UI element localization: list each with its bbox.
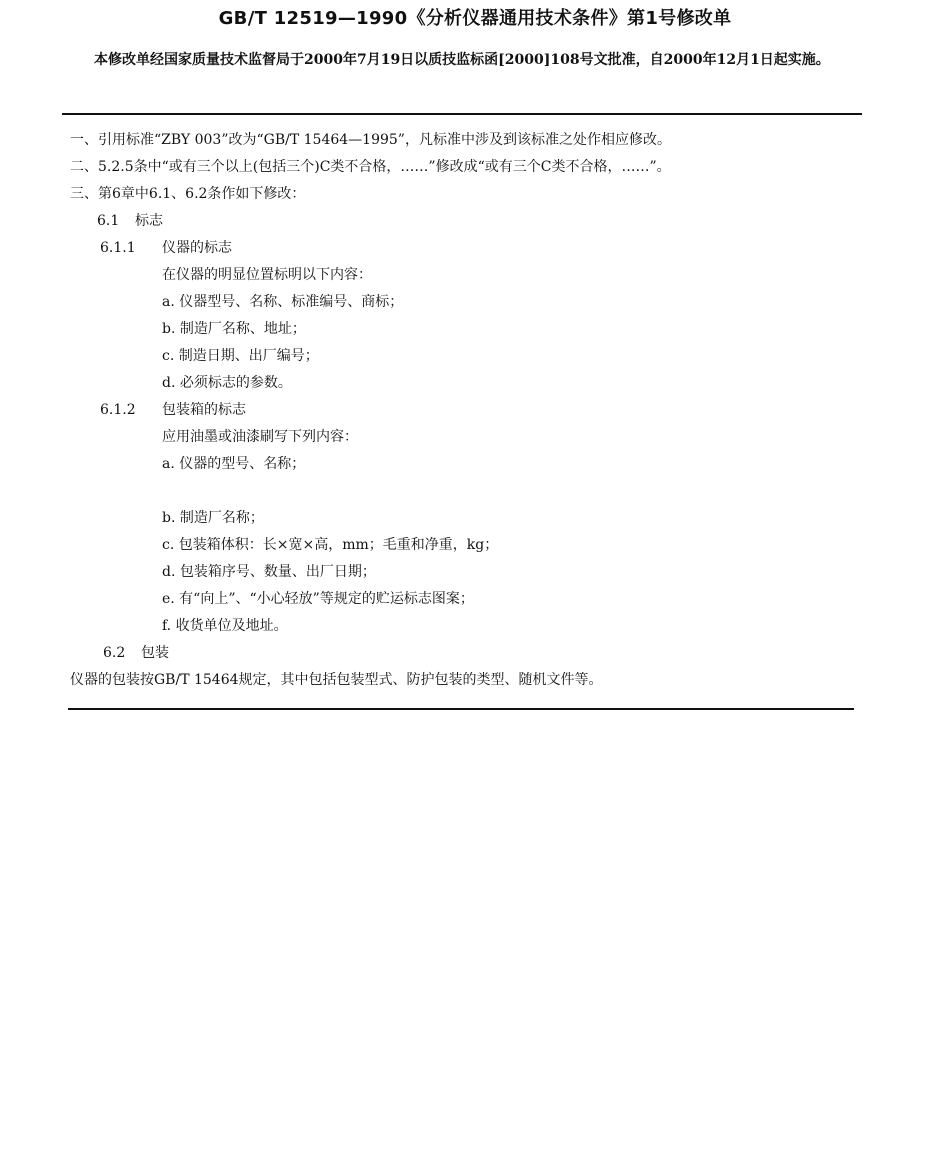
section-6-1-2-heading bbox=[100, 397, 880, 424]
bottom-divider bbox=[68, 708, 854, 710]
section-6-2-heading bbox=[103, 640, 880, 667]
list-item: f. 收货单位及地址。 bbox=[162, 618, 288, 634]
amendment-item-2: 二、5.2.5条中“或有三个以上(包括三个)C类不合格，……”修改成“或有三个C类不合格，……”。 bbox=[70, 159, 671, 175]
section-6-1-heading bbox=[97, 208, 880, 235]
section-number: 6.2 bbox=[103, 645, 126, 661]
list-item: a. 仪器型号、名称、标准编号、商标； bbox=[162, 294, 404, 310]
section-6-1-1-lead: 在仪器的明显位置标明以下内容： bbox=[162, 267, 372, 283]
top-divider bbox=[62, 113, 862, 115]
section-title: 包装 bbox=[141, 645, 169, 661]
section-number: 6.1 bbox=[97, 213, 120, 229]
amendment-body bbox=[70, 127, 880, 694]
document-title: GB/T 12519—1990《分析仪器通用技术条件》第1号修改单 bbox=[218, 8, 732, 29]
amendment-item-1: 一、引用标准“ZBY 003”改为“GB/T 15464—1995”，凡标准中涉及到该标准之处作相应修改。 bbox=[70, 132, 671, 148]
amendment-item-3: 三、第6章中6.1、6.2条作如下修改： bbox=[70, 186, 306, 202]
section-title: 标志 bbox=[135, 213, 163, 229]
section-6-1-1-heading bbox=[100, 235, 880, 262]
section-title: 包装箱的标志 bbox=[162, 402, 246, 418]
section-number: 6.1.2 bbox=[100, 402, 136, 418]
list-item: c. 制造日期、出厂编号； bbox=[162, 348, 319, 364]
section-6-1-2-lead: 应用油墨或油漆刷写下列内容： bbox=[162, 429, 358, 445]
list-item: b. 制造厂名称； bbox=[162, 510, 264, 526]
list-item: d. 必须标志的参数。 bbox=[162, 375, 292, 391]
list-item: b. 制造厂名称、地址； bbox=[162, 321, 306, 337]
list-item: e. 有“向上”、“小心轻放”等规定的贮运标志图案； bbox=[162, 591, 474, 607]
list-item: c. 包装箱体积：长×宽×高，mm；毛重和净重，kg； bbox=[162, 537, 499, 553]
blank-line bbox=[100, 478, 880, 505]
section-title: 仪器的标志 bbox=[162, 240, 232, 256]
list-item: d. 包装箱序号、数量、出厂日期； bbox=[162, 564, 376, 580]
section-number: 6.1.1 bbox=[100, 240, 136, 256]
section-6-2-text: 仪器的包装按GB/T 15464规定，其中包括包装型式、防护包装的类型、随机文件等。 bbox=[70, 672, 603, 688]
approval-paragraph: 本修改单经国家质量技术监督局于2000年7月19日以质技监标函[2000]108号文批准，自2000年12月1日起实施。 bbox=[94, 52, 830, 68]
list-item: a. 仪器的型号、名称； bbox=[162, 456, 306, 472]
